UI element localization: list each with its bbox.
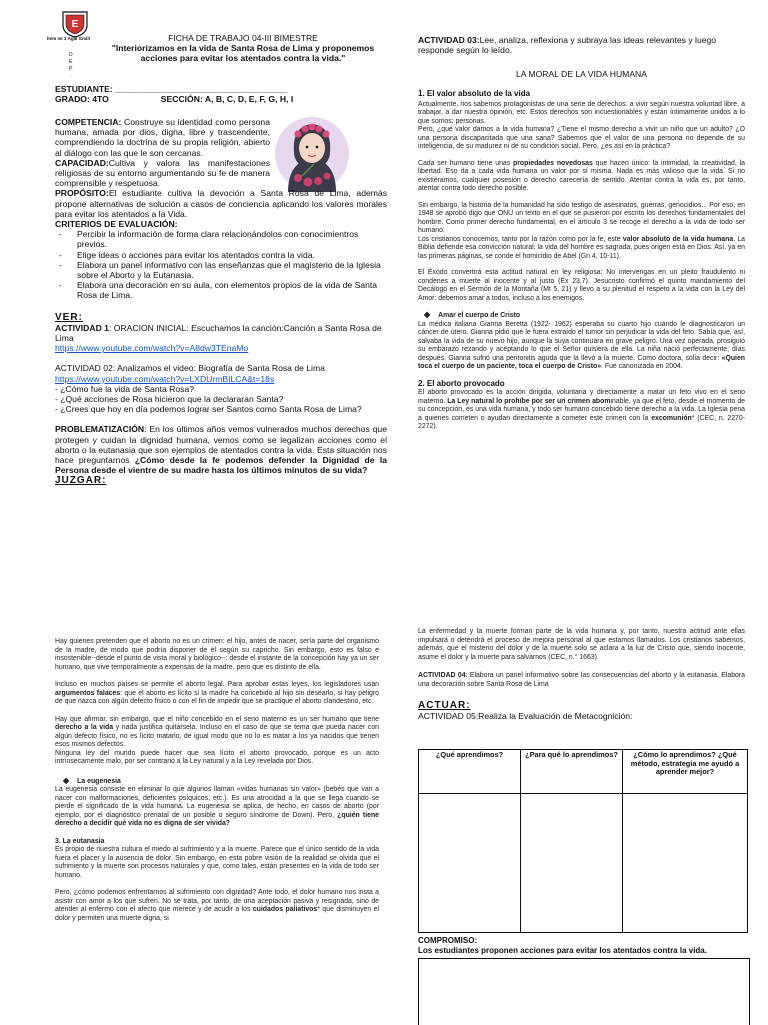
section-heading-3: 3. La eutanasia (55, 837, 105, 845)
section-label: SECCIÓN: A, B, C, D, E, F, G, H, I (160, 94, 294, 105)
eutanasia-paragraph (55, 889, 379, 923)
competencia-label: COMPETENCIA: (55, 117, 122, 127)
side-letter: . (70, 73, 72, 79)
text-run: * que disminuyen el dolor y permiten una muerte digna, si (55, 906, 379, 922)
criterio-item: - Elabora un panel informativo con las enseñanzas que el magisterio de la Iglesia sobre el Aborto y la Eutanasia. (77, 260, 387, 280)
table-header: ¿Cómo lo aprendimos? ¿Qué método, estrategia me ayudó a aprender mejor? (622, 750, 747, 794)
aborto-paragraph: Ninguna ley del mundo puede hacer que sea lícito el aborto provocado, porque es un acto intrínsecamente malo, por ser contrario a la Ley natural y a la Ley revelada por Dios. (55, 749, 379, 765)
actividad-3-text: Lee, analiza, reflexiona y subraya las ideas relevantes y luego responde según lo leído. (418, 35, 717, 56)
criterio-item: - Percibir la información de forma clara relacionándolos con conocimientros previos. (77, 229, 387, 249)
crest-letter: E (71, 19, 79, 30)
text-run: El aborto provocado es la acción dirigida, voluntaria y directamente a matar un feto vivo en el seno materno. (418, 389, 745, 405)
section-heading-1: 1. El valor absoluto de la vida (418, 88, 531, 98)
text-run: La médica italiana Gianna Beretta (1922- 1962) esperaba su cuarto hijo cuando le diagnosticaron un cáncer de útero. Gianna pidió que le fuera extraído el tumor sin perjudicar la vida del feto. Sabía que, así, salvaba la vida de su nuevo hijo, aunque la suya continuara en grave peligro. Una vez operada, prosiguió su embarazo rezando y aceptando lo que el Señor quisiera de ella. La niña nació perfectamente; días después, Gianna sufrió una peritonitis aguda que la llevó a la muerte. Como doctora, solía decir: (418, 320, 745, 362)
text-run: Cada ser humano tiene unas (418, 159, 514, 167)
problematizacion-paragraph (55, 424, 387, 475)
bold-run: derecho a la vida (55, 724, 114, 731)
problematizacion-text: : En los últimos años vemos vulnerados muchos derechos que protegen y cuidan la dignidad humana, vemos como se legalizan acciones como el aborto o la eutanasia que son ejemplos de atentados contra la vida. Esta situación nos hace preguntarnos (55, 424, 387, 466)
moral-paragraph: Actualmente, nos sabemos protagonistas de una serie de derechos: a vivir según nuestra voluntad libre, a trabajar, a dar nuestra opinión, etc. Estos derechos son incuestionables y están íntimamente unidos a lo que somos: personas. (418, 100, 745, 125)
competencia-text: Construye su identidad como persona humana, amada por dios, digna, libre y trascendente, comprendiendo la doctrina de su propia religión, abierto al diálogo con las que le son cercanas. (55, 117, 270, 158)
text-run: inable, ya que el feto, desde el momento de su concepción, es una vida humana, y todo ser humano concebido tiene derecho a la vida. La Iglesia pena a quienes cometen o ayudan directamente a cometer este crimen con la (418, 397, 745, 422)
metacognition-table (418, 749, 748, 933)
right-column-page-1 (418, 35, 745, 432)
actuar-heading: ACTUAR: (418, 700, 471, 711)
moral-paragraph: Pero, ¿qué valor damos a la vida humana? ¿Tiene el mismo derecho a vivir un niño que un adulto? ¿O una persona discapacitada que una sana? Sabemos que el valor de una persona no depende de su inteligencia, de su madurez ni de su condición social. Pero, ¿es así en la práctica? (418, 126, 745, 151)
capacidad-label: CAPACIDAD: (55, 157, 109, 168)
compromiso-block (418, 936, 748, 956)
actividad-2-link[interactable]: https://www.youtube.com/watch?v=LXDUrmBILCA&t=18s (55, 373, 275, 384)
text-run: * (CEC, n. 2270-2272). (418, 414, 745, 431)
left-column-page-2 (55, 638, 379, 923)
eugenesia-title: La eugenesia (77, 777, 121, 785)
diamond-bullet-icon: ◆ (424, 310, 431, 320)
page-gap (0, 560, 768, 610)
problematizacion-label: PROBLEMATIZACIÓN (55, 424, 145, 435)
competencia-paragraph (55, 117, 270, 158)
text-run: que hacen único: la intimidad, la creatividad, la libertad. Eso da a cada vida humana un valor por sí misma. Nada es más valioso que la vida. Si no existiéramos, cualquier posesión o derecho carecería de sentido. Atentar contra la vida es, por tanto, atentar contra todo derecho posible. (418, 159, 745, 193)
problematizacion-question: ¿Cómo desde la fe podemos defender la Dignidad de la Persona desde el vientre de su madre hasta los últimos minutos de su vida? (55, 455, 388, 476)
text-run: . Fue canonizada en 2004. (601, 363, 683, 371)
moral-paragraph: Sin embargo, la historia de la humanidad ha sido testigo de asesinatos, guerras, genocidios... Por eso, en 1948 se aprobó digo que ONU un texto en el que se pusieron por escrito los derechos fundamentales del hombre. Como primer derecho fundamental, en el artículo 3 se recoge el derecho a la vida de todo ser humano. (418, 201, 745, 235)
proposito-paragraph (55, 188, 387, 219)
text-run: y nada justifica quitársela. Incluso en el caso de que se tema que pueda nacer con algún defecto físico, no es lícito matarlo, de igual modo que no lo es matar a los ya nacidos que tienen esos mismos defectos. (55, 724, 379, 748)
ver-heading: VER: (55, 311, 83, 323)
moral-paragraph (418, 236, 745, 262)
text-run: Los cristianos conocemos, tanto por la razón como por la fe, este (418, 235, 623, 243)
header-block (100, 33, 386, 64)
student-field: ESTUDIANTE: ____________________________________ (55, 84, 288, 94)
side-letter: D (69, 52, 73, 58)
bold-run: excomunión (651, 414, 692, 422)
section-heading-2: 2. El aborto provocado (418, 378, 505, 388)
grade-label: GRADO: 4TO (55, 94, 109, 105)
text-run: . La Biblia defiende esa convicción natural: la vida del hombre es sagrada, pues origen está en Dios. Así, ya en las primeras páginas, se conde el homicidio de Abel (Gn 4, 10-11). (418, 235, 745, 260)
amar-title: Amar el cuerpo de Cristo (438, 312, 521, 320)
actividad-4-text: : Elabora un panel informativo sobre las consecuencias del aborto y la eutanasia. Elabora una decoración sobre Santa Rosa de Lima (418, 672, 745, 688)
grade-section-line (55, 94, 387, 104)
amar-heading (418, 311, 745, 321)
actividad-3-label: ACTIVIDAD 03: (418, 35, 480, 45)
text-run: Hay que afirmar, sin embargo, que el niño concebido en el seno materno es un ser humano que tiene (55, 715, 379, 723)
aborto-paragraph (55, 681, 379, 707)
left-column-page-1 (55, 117, 387, 486)
actividad-2-question: - ¿Qué acciones de Rosa hicieron que la declararan Santa? (55, 394, 284, 405)
side-letter: P (69, 66, 73, 72)
aborto-paragraph: Hay quienes pretenden que el aborto no es un crimen: el hijo, antes de nacer, sería parte del organismo de la madre, de modo que podría disponer de él según su capricho. Sin embargo, esto es falso e insostenible--desde el punto de vista moral y biológico--: desde el instante de la concepción hay ya un ser humano, que vive temporalmente a expensas de la madre, pero que es distinto de ella. (55, 638, 379, 671)
right-column-page-2 (418, 628, 745, 721)
actividad-1-link[interactable]: https://www.youtube.com/watch?v=A8dw3TEnaMo (55, 343, 249, 354)
worksheet-title: FICHA DE TRABAJO 04-III BIMESTRE (168, 33, 318, 43)
actividad-3 (418, 35, 745, 55)
bold-run: La Ley natural lo prohíbe por ser un crimen abom (447, 397, 611, 405)
proposito-text: El estudiante cultiva la devoción a Santa Rosa de Lima, además propone alternativas de solución a casos de conciencia aplicando los valores morales para evitar los atentados a la Vida. (55, 188, 387, 219)
eugenesia-paragraph (55, 786, 379, 829)
enfermedad-paragraph: La enfermedad y la muerte forman parte de la vida humana y, por tanto, nuestra actitud ante ellas impulsará o detendrá el proceso de mejora personal al que estamos llamados. Los cristianos sabemos, además, que el misterio del dolor y de la muerte solo se aclara a la luz de Cristo que, siendo inocente, asume el dolor y la muerte para salvarnos (CEC, n.° 1663). (418, 628, 745, 661)
bold-run: «Quien toca el cuerpo de un paciente, toca el cuerpo de Cristo» (418, 354, 745, 371)
school-crest-icon (60, 10, 90, 38)
criterio-item: - Elabora una decoración en su aula, con elementos propios de la vida de Santa Rosa de Lima. (77, 280, 387, 300)
criterios-label: CRITERIOS DE EVALUACIÓN: (55, 219, 178, 230)
student-info (55, 84, 387, 104)
proposito-label: PROPÓSITO: (55, 188, 109, 199)
criterio-item: - Elige ideas o acciones para evitar los atentados contra la vida. (77, 250, 387, 260)
moral-paragraph (418, 389, 745, 432)
table-header: ¿Para qué lo aprendimos? (520, 750, 622, 794)
text-run: La eugenesia consiste en eliminar lo que algunos llaman «vidas humanas sin valor» (bebés que van a nacer con malformaciones, deficientes psíquicos, etc.). Es una atrocidad a la que se llega cuando se pierde el significado de la vida humana. La eugenesia se aplica, de hecho, en casos de aborto (por ejemplo, por el diagnóstico prenatal de un posible o seguro síndrome de Down). Pero, (55, 786, 379, 819)
actividad-1-text: : ORACION INICIAL: Escuchamos la canción:Canción a Santa Rosa de Lima (55, 322, 382, 344)
compromiso-label: COMPROMISO: (418, 936, 478, 945)
moral-paragraph: El Éxodo convertirá esta actitud natural en ley religiosa: No intervengas en un pleito fraudulento ni condenes a muerte al inocente y al justo (Éx 23,7). Jesucristo confirmó el quinto mandamiento del Decálogo en el Sermón de la Montaña (Mt 5, 21) y llevó a su plenitud el respeto a la vida con la Ley del Amor: debemos amar a todos, incluso a los enemigos. (418, 269, 745, 302)
answer-cell[interactable] (520, 794, 622, 933)
text-run: Incluso en muchos países se permite el aborto legal. Para aprobar estas leyes, los legisladores usan (55, 681, 379, 688)
side-letter: E (69, 59, 73, 65)
bold-run: cuidados paliativos (252, 906, 318, 913)
side-letters (69, 52, 73, 80)
actividad-2-text: ACTIVIDAD 02: Analizamos el video: Biografía de Santa Rosa de Lima (55, 363, 325, 374)
bold-run: valor absoluto de la vida humana (622, 235, 734, 243)
compromiso-answer-box[interactable] (418, 958, 750, 1025)
actividad-1-label: ACTIVIDAD 1 (55, 322, 109, 333)
crest-caption: Ítem Ist 1 Agal Gmilt (47, 36, 91, 41)
eutanasia-paragraph: Es propio de nuestra cultura el miedo al sufrimiento y a la muerte. Parece que el único sentido de la vida fuera el placer y la ausencia de dolor. Sin embargo, en esta pobre visión de la realidad se olvida que el sufrimiento y la muerte son procesos naturales y que, como tales, están presentes en la vida de todo ser humano. (55, 846, 379, 879)
actividad-2-question: - ¿Crees que hoy en día podemos lograr ser Santos como Santa Rosa de Lima? (55, 404, 362, 415)
answer-cell[interactable] (622, 794, 747, 933)
actividad-4-label: ACTIVIDAD 04 (418, 672, 466, 679)
aborto-paragraph (55, 716, 379, 750)
actividad-4 (418, 672, 745, 689)
text-run: Pero, ¿cómo podemos enfrentarnos al sufrimiento con dignidad? Ante todo, el dolor humano nos insta a asistir con amor a los que sufren. No se trata, por tanto, de una aceptación pasiva y resignada, sino de atender al enfermo con el afecto que merece y de acudir a los (55, 889, 379, 913)
compromiso-text: Los estudiantes proponen acciones para evitar los atentados contra la vida. (418, 946, 707, 956)
moral-paragraph (418, 321, 745, 372)
moral-paragraph (418, 160, 745, 194)
bold-run: propiedades novedosas (513, 159, 593, 167)
moral-title: LA MORAL DE LA VIDA HUMANA (515, 69, 648, 80)
table-header: ¿Qué aprendimos? (419, 750, 521, 794)
actividad-1 (55, 323, 387, 343)
criterios-list (55, 229, 387, 300)
diamond-bullet-icon: ◆ (63, 775, 70, 785)
bold-run: ¿quién tiene derecho a decidir qué vida no es digna de ser vivida? (55, 811, 379, 827)
capacidad-text: Cultiva y valora las manifestaciones religiosas de su entorno argumentando su fe de manera comprensible y respetuosa. (55, 157, 270, 189)
answer-cell[interactable] (419, 794, 521, 933)
juzgar-heading: JUZGAR: (55, 474, 107, 486)
capacidad-paragraph (55, 158, 270, 189)
worksheet-subtitle: "Interiorizamos en la vida de Santa Rosa de Lima y proponemos acciones para evitar los atentados contra la vida." (111, 43, 375, 64)
text-run: : que el aborto es lícito si la madre ha concebido al hijo sin desearlo, si hay peligro de que nazca con algún defecto físico o con el fin de impedir que se practique el aborto clandestino, etc. (55, 689, 379, 705)
eugenesia-heading (55, 777, 379, 787)
actividad-5-text: ACTIVIDAD 05:Realiza la Evaluación de Metacognición: (418, 711, 633, 722)
actividad-2-question: - ¿Cómo fue la vida de Santa Rosa? (55, 383, 195, 394)
bold-run: argumentos falaces (55, 689, 121, 697)
